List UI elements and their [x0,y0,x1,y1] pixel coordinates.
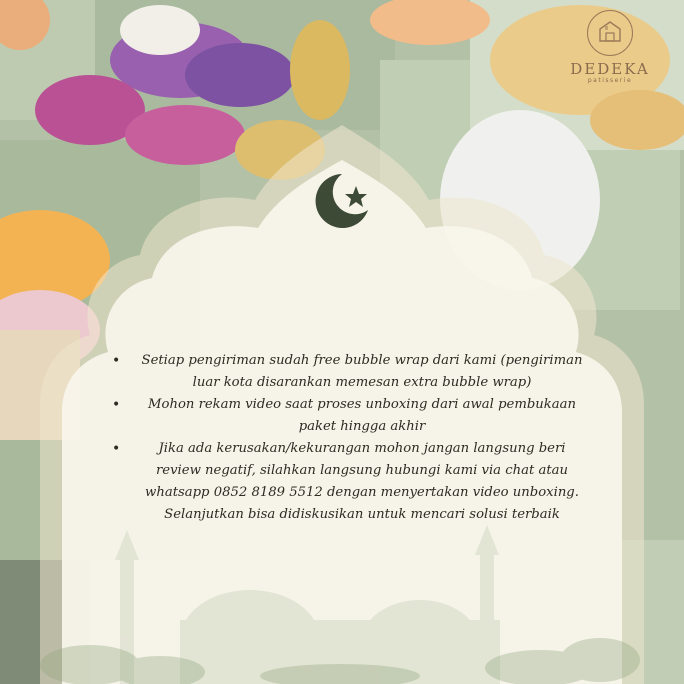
note-item-damage-contact [104,438,590,526]
note-text: Mohon rekam video saat proses unboxing dari awal pembukaan paket hingga akhir [148,397,576,434]
note-text: Jika ada kerusakan/kekurangan mohon jangan langsung beri review negatif, silahkan langsung hubungi kami via chat atau whatsapp 0852 8189 5512 dengan menyertakan video unboxing. Selanjutkan bisa didiskusikan untuk mencari solusi terbaik [145,441,579,522]
crescent-moon-star-icon [312,170,374,232]
bullet: • [112,441,121,457]
bullet: • [112,397,121,413]
brand-name: DEDEKA [570,60,650,78]
brand-tagline: patisserie [587,77,633,84]
bullet: • [112,353,121,369]
note-text: Setiap pengiriman sudah free bubble wrap dari kami (pengiriman luar kota disarankan memesan extra bubble wrap) [141,353,583,390]
note-item-bubble-wrap [104,350,590,394]
note-item-unboxing-video [104,394,590,438]
shipping-notes-list [104,350,590,526]
